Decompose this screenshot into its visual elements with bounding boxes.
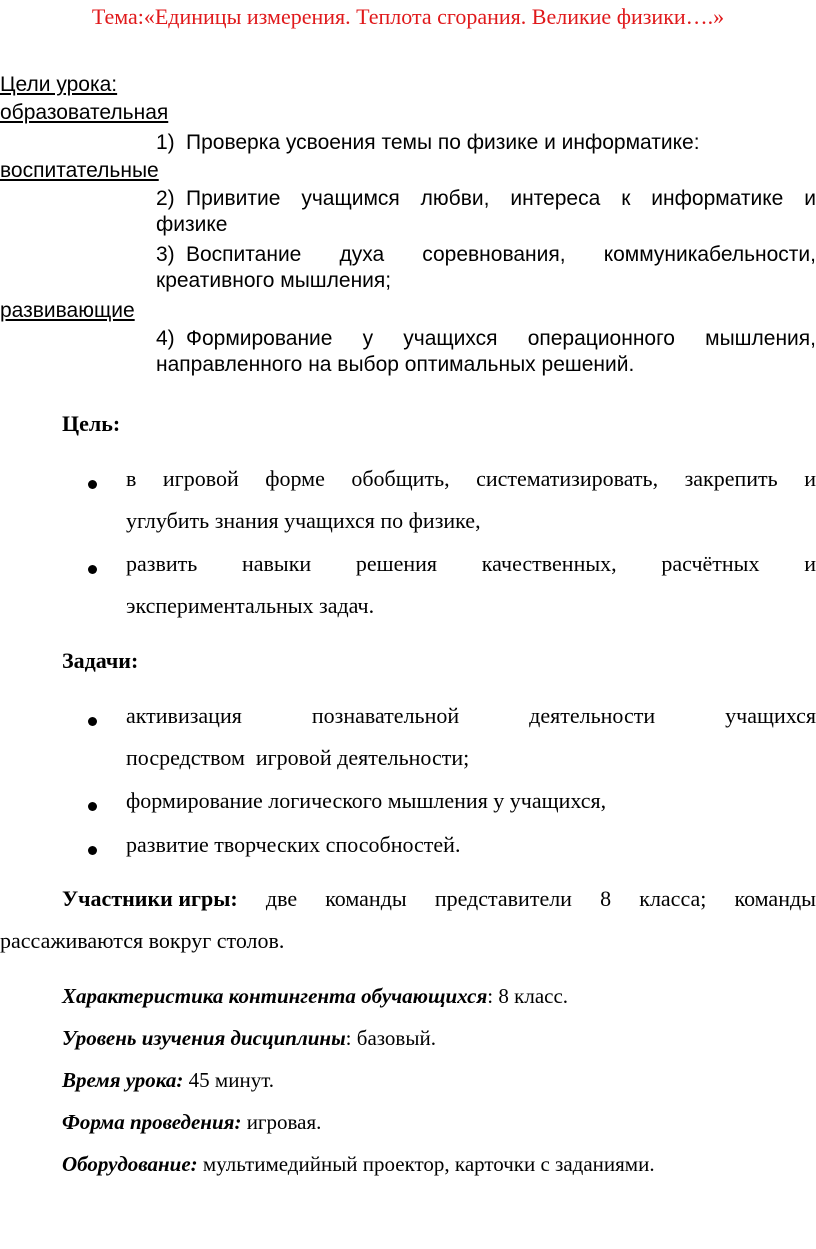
bullet-dot-icon [88,846,97,855]
bullet-dot-icon [88,802,97,811]
goal-item-2-number: 2) [156,187,175,210]
word: две [265,886,298,911]
bullet-dot-icon [88,565,97,574]
aim-heading: Цель: [62,411,121,436]
word: и [804,551,816,576]
task-bullet-1-continuation: посредством игровой деятельности; [126,745,470,770]
word: у [362,327,374,350]
word: коммуникабельности, [603,243,816,266]
word: обобщить, [351,466,450,491]
form-row [62,1110,321,1135]
lesson-topic-title: Тема:«Единицы измерения. Теплота сгорания. Великие физики….» [91,4,725,29]
time-row [62,1068,274,1093]
contingent-label: Характеристика контингента обучающихся [62,984,488,1008]
word: форме [265,466,325,491]
aim-bullet-2-continuation: экспериментальных задач. [126,593,375,618]
word: качественных, [481,551,617,576]
word: учащихся [403,327,498,350]
goal-item-2-line [186,186,816,212]
word: мышления, [705,327,816,350]
aim-bullet-2-line [126,551,816,577]
goal-item-2 [156,186,816,238]
participants-label: Участники игры: [62,886,238,911]
level-row [62,1026,436,1051]
word: команды [325,886,407,911]
word: активизация [126,703,242,728]
goal-item-3-number: 3) [156,243,175,266]
goal-item-1-text: Проверка усвоения темы по физике и информатике: [186,131,700,154]
word: духа [339,243,385,266]
word: систематизировать, [476,466,659,491]
bullet-dot-icon [88,480,97,489]
equipment-row [62,1152,655,1177]
word: Воспитание [186,243,302,266]
category-educational: образовательная [0,101,169,124]
goal-item-3-line [186,242,816,268]
word: игровой [162,466,239,491]
form-value: игровая. [241,1110,322,1134]
category-developing: развивающие [0,299,135,322]
word: 8 [600,886,612,911]
word: познавательной [311,703,460,728]
equipment-label: Оборудование: [62,1152,198,1176]
word: класса; [639,886,707,911]
word: команды [734,886,816,911]
word: учащихся [725,703,816,728]
goal-item-4-number: 4) [156,327,175,350]
task-bullet-1-line [126,703,816,729]
goal-item-4-line [186,326,816,352]
word: к [621,187,631,210]
word: и [804,466,816,491]
goal-item-4-continuation: направленного на выбор оптимальных решений. [156,353,635,376]
word: закрепить [684,466,778,491]
word: деятельности [529,703,656,728]
level-value: : базовый. [345,1026,436,1050]
time-label: Время урока: [62,1068,184,1092]
word: соревнования, [422,243,566,266]
word: операционного [527,327,675,350]
category-upbringing: воспитательные [0,159,159,182]
word: любви, [420,187,490,210]
word: в [126,466,137,491]
form-label: Форма проведения: [62,1110,242,1134]
word: развить [126,551,198,576]
goal-item-3-continuation: креативного мышления; [156,269,392,292]
goal-item-3 [156,242,816,294]
word: информатике [651,187,784,210]
equipment-value: мультимедийный проектор, карточки с заданиями. [197,1152,655,1176]
goal-item-1-number: 1) [156,131,175,154]
task-bullet-2-text: формирование логического мышления у учащихся, [126,788,607,813]
goal-item-4 [156,326,816,378]
word: и [804,187,816,210]
bullet-dot-icon [88,717,97,726]
goal-item-1 [156,130,816,156]
task-bullet-3-text: развитие творческих способностей. [126,832,461,857]
level-label: Уровень изучения дисциплины [62,1026,346,1050]
word: Привитие [186,187,281,210]
word: навыки [242,551,312,576]
participants-line [62,886,816,912]
participants-continuation: рассаживаются вокруг столов. [0,928,285,953]
word: Формирование [186,327,333,350]
word: интереса [510,187,601,210]
contingent-value: : 8 класс. [487,984,569,1008]
word: учащимся [301,187,400,210]
goals-heading: Цели урока: [0,73,118,96]
word: решения [355,551,438,576]
contingent-row [62,984,568,1009]
tasks-heading: Задачи: [62,648,139,673]
word: представители [434,886,572,911]
aim-bullet-1-line [126,466,816,492]
time-value: 45 минут. [183,1068,275,1092]
aim-bullet-1-continuation: углубить знания учащихся по физике, [126,508,481,533]
word: расчётных [661,551,760,576]
goal-item-2-continuation: физике [156,213,228,236]
